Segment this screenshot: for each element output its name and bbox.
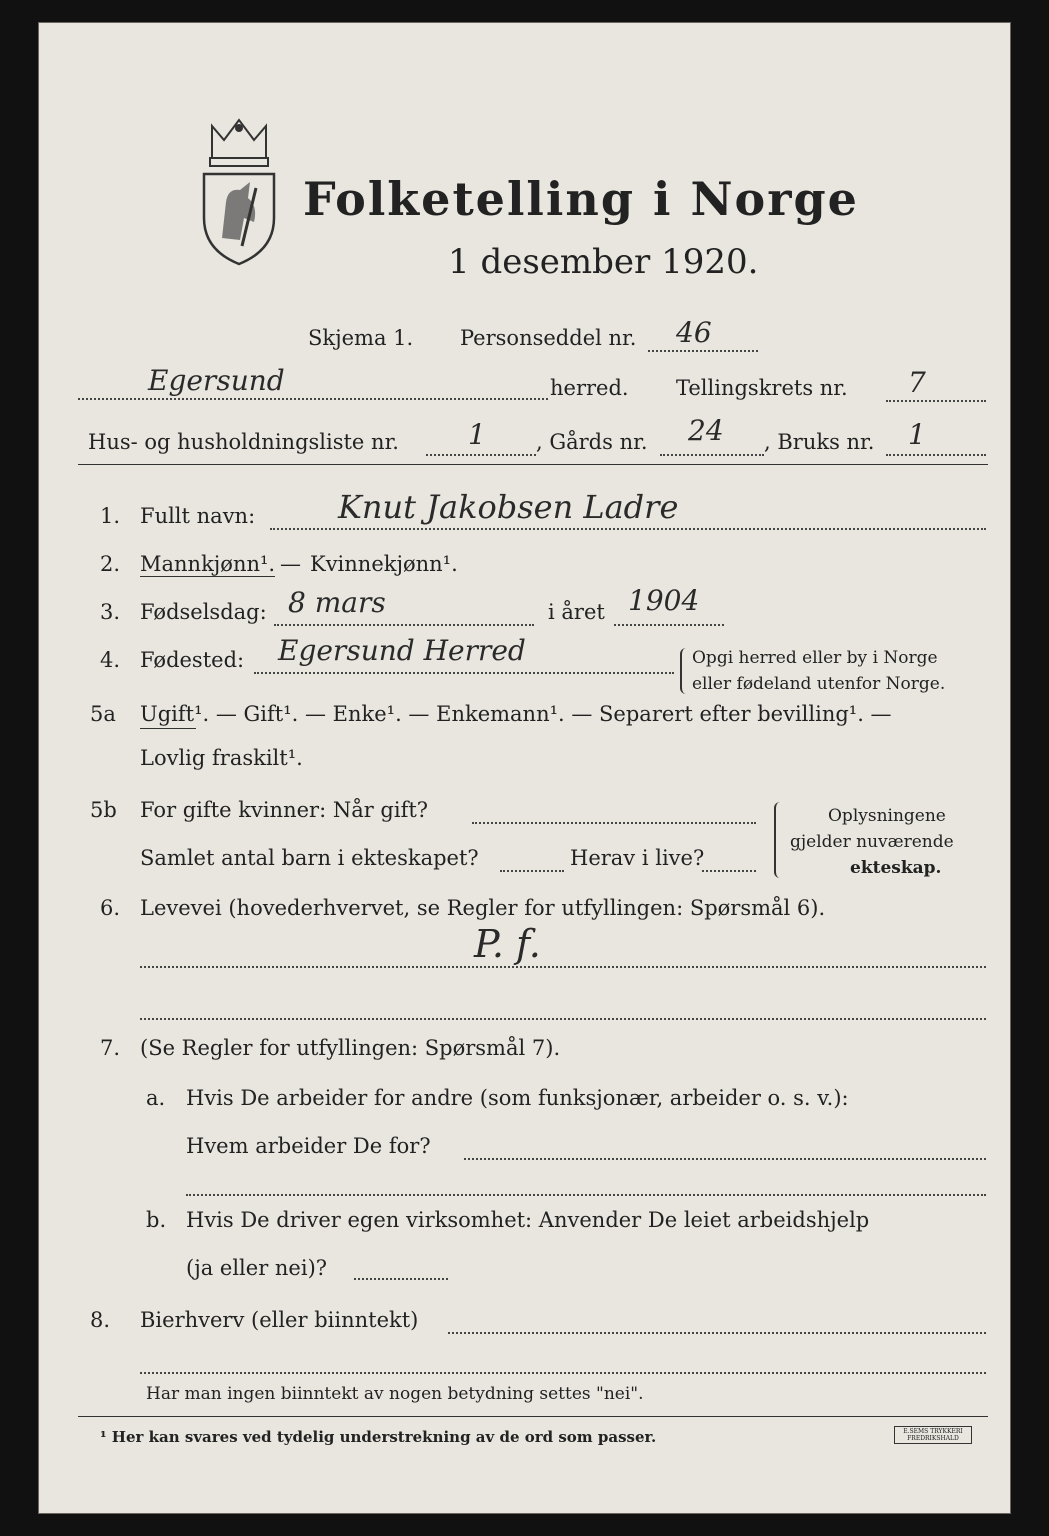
q1-number: 1. <box>100 504 121 528</box>
q7a-question: Hvis De arbeider for andre (som funksjonær, arbeider o. s. v.): <box>186 1086 849 1110</box>
bruks-label: , Bruks nr. <box>764 430 875 454</box>
printer-stamp: E.SEMS TRYKKERI FREDRIKSHALD <box>894 1426 972 1444</box>
q7a-letter: a. <box>146 1086 166 1110</box>
gender-male-option[interactable]: Mannkjønn¹. <box>140 552 276 576</box>
q7b-letter: b. <box>146 1208 167 1232</box>
q4-label: Fødested: <box>140 648 245 672</box>
marriage-note-line2: gjelder nuværende <box>790 832 954 852</box>
tellingskrets-value[interactable]: 7 <box>908 366 926 399</box>
gender-female-option[interactable]: Kvinnekjønn¹. <box>310 552 458 576</box>
children-alive-label: Herav i live? <box>570 846 705 870</box>
q7a-employer-label: Hvem arbeider De for? <box>186 1134 431 1158</box>
q7-label: (Se Regler for utfyllingen: Spørsmål 7). <box>140 1036 561 1060</box>
gards-label: , Gårds nr. <box>536 430 648 454</box>
q8-number: 8. <box>90 1308 111 1332</box>
ugift-underline <box>140 728 196 729</box>
marital-status-options[interactable]: Ugift¹. — Gift¹. — Enke¹. — Enkemann¹. — Separert efter bevilling¹. — <box>140 702 892 726</box>
married-when-label: For gifte kvinner: Når gift? <box>140 798 429 822</box>
q8-label: Bierhverv (eller biinntekt) <box>140 1308 419 1332</box>
gender-separator: — <box>280 552 301 576</box>
q4-number: 4. <box>100 648 121 672</box>
q2-number: 2. <box>100 552 121 576</box>
personseddel-value[interactable]: 46 <box>676 316 712 349</box>
q1-label: Fullt navn: <box>140 504 256 528</box>
schema-label: Skjema 1. <box>308 326 414 350</box>
marriage-note-line1: Oplysningene <box>828 806 946 826</box>
q7b-question: Hvis De driver egen virksomhet: Anvender De leiet arbeidshjelp <box>186 1208 870 1232</box>
tellingskrets-label: Tellingskrets nr. <box>676 376 848 400</box>
marriage-note-line3: ekteskap. <box>850 858 942 878</box>
q5b-number: 5b <box>90 798 117 822</box>
marital-status-divorced[interactable]: Lovlig fraskilt¹. <box>140 746 303 770</box>
q8-note: Har man ingen biinntekt av nogen betydning settes "nei". <box>146 1384 644 1404</box>
coat-of-arms-icon <box>198 118 280 268</box>
birthdate-value[interactable]: 8 mars <box>288 586 386 619</box>
birthyear-value[interactable]: 1904 <box>628 584 700 617</box>
q5a-number: 5a <box>90 702 116 726</box>
q3-label: Fødselsdag: <box>140 600 267 624</box>
census-date: 1 desember 1920. <box>448 242 759 282</box>
birthplace-note-line1: Opgi herred eller by i Norge <box>692 648 938 668</box>
gards-value[interactable]: 24 <box>688 414 724 447</box>
q3-number: 3. <box>100 600 121 624</box>
children-total-label: Samlet antal barn i ekteskapet? <box>140 846 479 870</box>
secondary-income-field[interactable] <box>448 1332 986 1334</box>
form-title: Folketelling i Norge <box>303 172 859 226</box>
q6-number: 6. <box>100 896 121 920</box>
employer-field[interactable] <box>464 1158 986 1160</box>
bruks-value[interactable]: 1 <box>908 418 926 451</box>
birthplace-note-line2: eller fødeland utenfor Norge. <box>692 674 946 694</box>
birthplace-value[interactable]: Egersund Herred <box>278 634 526 667</box>
hired-help-field[interactable] <box>354 1278 448 1280</box>
q7b-answer-label: (ja eller nei)? <box>186 1256 328 1280</box>
year-label: i året <box>548 600 605 624</box>
husliste-value[interactable]: 1 <box>468 418 486 451</box>
q6-label: Levevei (hovederhvervet, se Regler for utfyllingen: Spørsmål 6). <box>140 896 826 920</box>
herred-label: herred. <box>550 376 629 400</box>
occupation-value[interactable]: P. f. <box>474 922 541 966</box>
husliste-label: Hus- og husholdningsliste nr. <box>88 430 399 454</box>
census-form-page <box>38 22 1011 1514</box>
footnote: ¹ Her kan svares ved tydelig understrekning av de ord som passer. <box>100 1428 657 1446</box>
personseddel-label: Personseddel nr. <box>460 326 637 350</box>
full-name-value[interactable]: Knut Jakobsen Ladre <box>338 488 679 526</box>
q7-number: 7. <box>100 1036 121 1060</box>
herred-value[interactable]: Egersund <box>148 364 285 397</box>
